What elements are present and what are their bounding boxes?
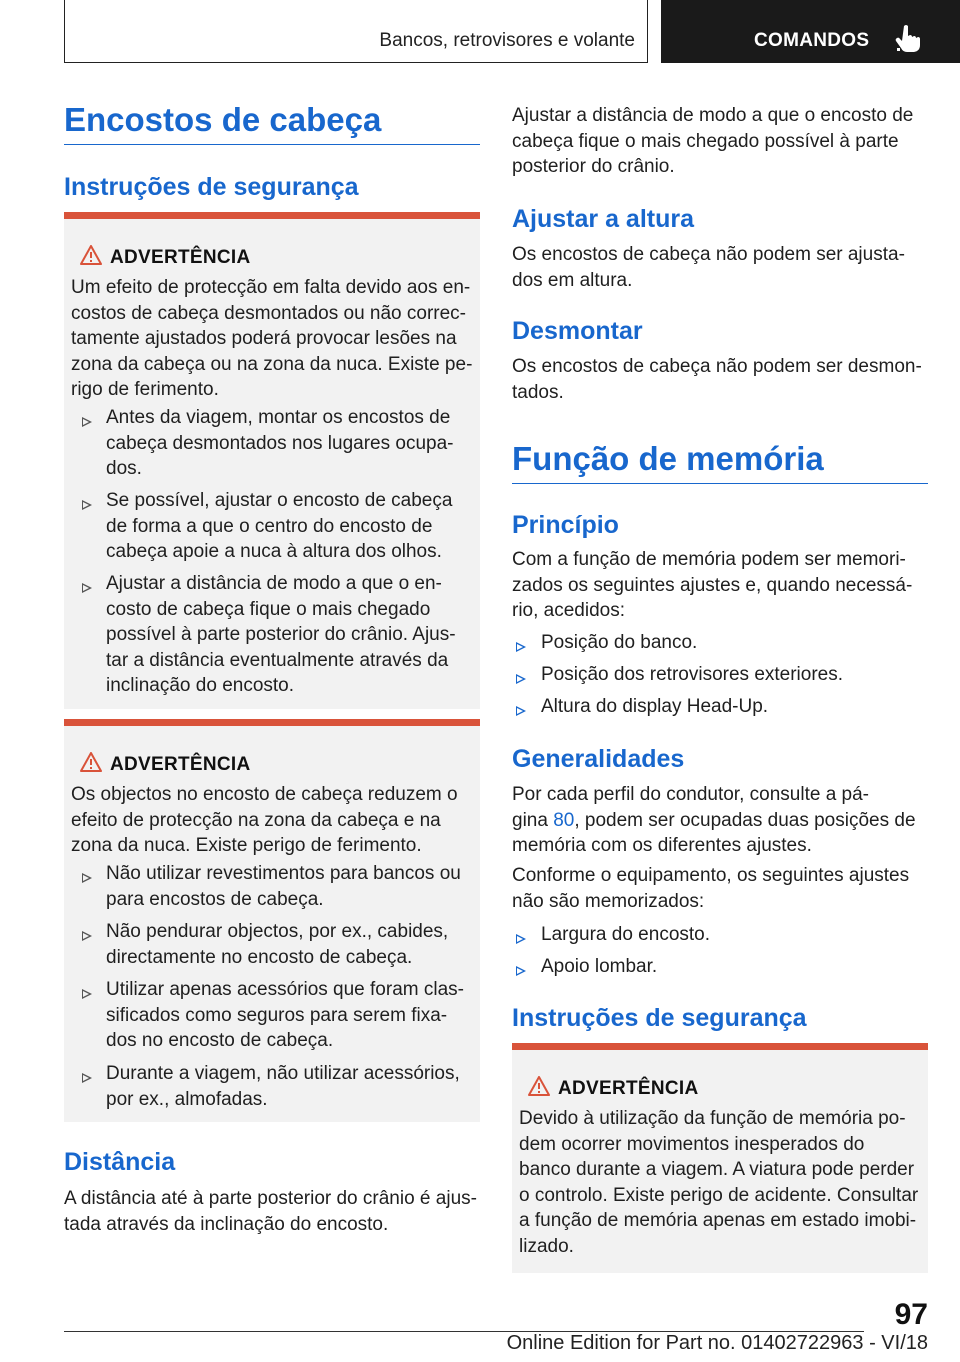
heading-distance: Distância: [64, 1148, 176, 1176]
heading-safety-instructions-2: Instruções de segurança: [512, 1004, 807, 1032]
paragraph-height: Os encostos de cabeça não podem ser ajusta- dos em altura.: [512, 244, 905, 291]
list-item: Largura do encosto.: [541, 924, 711, 945]
list-item: Não pendurar objectos, por ex., cabides, directamente no encosto de cabeça.: [106, 921, 449, 968]
warning-title: ADVERTÊNCIA: [558, 1078, 699, 1099]
paragraph-distance: A distância até à parte posterior do crânio é ajus- tada através da inclinação do encosto.: [64, 1188, 477, 1235]
paragraph-equipment: Conforme o equipamento, os seguintes ajustes não são memorizados:: [512, 865, 910, 912]
heading-memory-function: Função de memória: [512, 441, 928, 484]
section-title: COMANDOS: [754, 30, 870, 51]
page-number: 97: [894, 1298, 928, 1331]
page-link-80[interactable]: 80: [553, 809, 575, 831]
heading-headrests: Encostos de cabeça: [64, 102, 480, 145]
bullet-arrow-icon: [82, 417, 92, 427]
heading-general: Generalidades: [512, 745, 685, 773]
heading-safety-instructions: Instruções de segurança: [64, 173, 359, 201]
bullet-arrow-icon: [516, 966, 526, 976]
warning-triangle-icon: [80, 752, 102, 772]
warning-box-3: [512, 1043, 928, 1273]
paragraph-general: Por cada perfil do condutor, consulte a pá- gina 80, podem ser ocupadas duas posições de memória com os diferentes ajustes.: [512, 784, 916, 856]
bullet-arrow-icon: [516, 706, 526, 716]
list-item: Não utilizar revestimentos para bancos ou para encostos de cabeça.: [106, 863, 461, 910]
bullet-arrow-icon: [82, 583, 92, 593]
list-item: Utilizar apenas acessórios que foram clas- sificados como seguros para serem fixa- dos no encosto de cabeça.: [106, 979, 464, 1051]
pointing-hand-icon: [895, 24, 921, 52]
header-section-tab: [661, 0, 960, 63]
warning-title: ADVERTÊNCIA: [110, 754, 251, 775]
bullet-arrow-icon: [516, 642, 526, 652]
list-item: Se possível, ajustar o encosto de cabeça de forma a que o centro do encosto de cabeça apoie a nuca à altura dos olhos.: [106, 490, 453, 562]
list-item: Altura do display Head-Up.: [541, 696, 769, 717]
list-item: Apoio lombar.: [541, 956, 658, 977]
heading-remove: Desmontar: [512, 317, 643, 345]
list-item: Durante a viagem, não utilizar acessórios, por ex., almofadas.: [106, 1063, 460, 1110]
list-item: Antes da viagem, montar os encostos de cabeça desmontados nos lugares ocupa- dos.: [106, 407, 454, 479]
header-chapter-tab: [64, 0, 648, 63]
warning-text: Um efeito de protecção em falta devido aos en- costos de cabeça desmontados ou não correc- tamente ajustados poderá provocar lesões na zona da cabeça ou na zona da nuca. Existe pe- rigo de ferimento.: [71, 277, 473, 400]
chapter-title: Bancos, retrovisores e volante: [379, 30, 635, 51]
warning-title: ADVERTÊNCIA: [110, 247, 251, 268]
heading-principle: Princípio: [512, 511, 619, 539]
paragraph-principle: Com a função de memória podem ser memori- zados os seguintes ajustes e, quando necessá- rio, acedidos:: [512, 549, 913, 621]
paragraph-intro: Ajustar a distância de modo a que o encosto de cabeça fique o mais chegado possível à parte posterior do crânio.: [512, 105, 914, 177]
warning-triangle-icon: [528, 1076, 550, 1096]
warning-triangle-icon: [80, 245, 102, 265]
bullet-arrow-icon: [82, 873, 92, 883]
list-item: Posição do banco.: [541, 632, 698, 653]
paragraph-remove: Os encostos de cabeça não podem ser desmon- tados.: [512, 356, 922, 403]
warning-box-2: [64, 719, 480, 1122]
list-item: Posição dos retrovisores exteriores.: [541, 664, 844, 685]
warning-text: Devido à utilização da função de memória po- dem ocorrer movimentos inesperados do banco durante a viagem. A viatura pode perder o controlo. Existe perigo de acidente. Consultar a função de memória apenas em estado imobi- lizado.: [519, 1108, 919, 1257]
heading-adjust-height: Ajustar a altura: [512, 205, 695, 233]
bullet-arrow-icon: [82, 989, 92, 999]
warning-text: Os objectos no encosto de cabeça reduzem o efeito de protecção na zona da cabeça e na zona da nuca. Existe perigo de ferimento.: [71, 784, 458, 856]
list-item: Ajustar a distância de modo a que o en- costo de cabeça fique o mais chegado possível à parte posterior do crânio. Ajus- tar a distância eventualmente através da inclinação do encosto.: [106, 573, 456, 696]
footer-edition: Online Edition for Part no. 01402722963 - VI/18: [506, 1332, 928, 1354]
bullet-arrow-icon: [82, 500, 92, 510]
warning-box-1: [64, 212, 480, 709]
bullet-arrow-icon: [82, 931, 92, 941]
bullet-arrow-icon: [516, 934, 526, 944]
bullet-arrow-icon: [82, 1073, 92, 1083]
bullet-arrow-icon: [516, 674, 526, 684]
